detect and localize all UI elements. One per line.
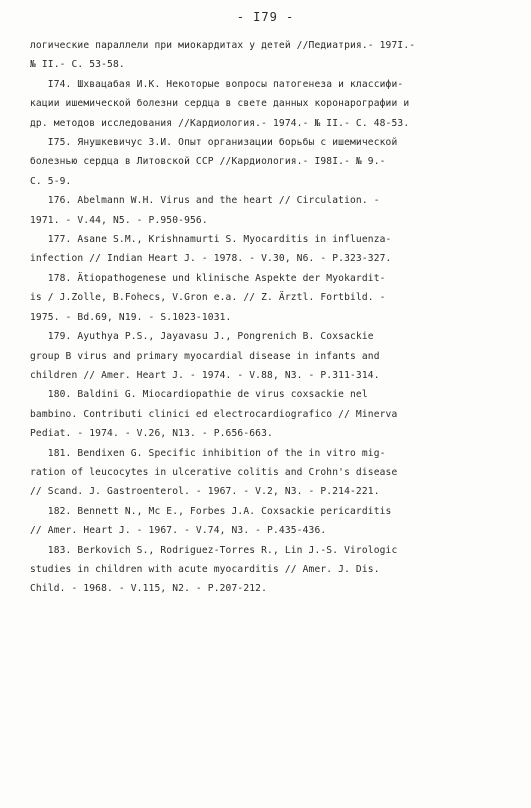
reference-line: логические параллели при миокардитах у детей //Педиатрия.- 197I.- bbox=[30, 40, 416, 51]
reference-list bbox=[30, 36, 508, 599]
reference-entry bbox=[30, 191, 508, 230]
reference-entry bbox=[30, 502, 508, 541]
reference-line: болезнью сердца в Литовской ССР //Кардиология.- I98I.- № 9.- bbox=[30, 156, 386, 168]
reference-line: studies in children with acute myocarditis // Amer. J. Dis. bbox=[30, 563, 380, 575]
reference-line: bambino. Contributi clinici ed electrocardiografico // Minerva bbox=[30, 408, 398, 420]
reference-entry bbox=[30, 133, 508, 191]
reference-line: № II.- С. 53-58. bbox=[30, 59, 125, 71]
reference-entry bbox=[30, 327, 508, 385]
reference-line: // Scand. J. Gastroenterol. - 1967. - V.2, N3. - P.214-221. bbox=[30, 486, 380, 498]
reference-line: is / J.Zolle, B.Fohecs, V.Gron e.a. // Z. Ärztl. Fortbild. - bbox=[30, 292, 386, 304]
reference-entry bbox=[30, 230, 508, 269]
reference-line: 177. Asane S.M., Krishnamurti S. Myocarditis in influenza- bbox=[30, 234, 392, 246]
reference-line: С. 5-9. bbox=[30, 175, 72, 187]
reference-line: infection // Indian Heart J. - 1978. - V.30, N6. - P.323-327. bbox=[30, 253, 392, 265]
reference-entry bbox=[30, 36, 508, 75]
reference-line: Pediat. - 1974. - V.26, N13. - P.656-663. bbox=[30, 428, 273, 440]
reference-line: 183. Berkovich S., Rodriguez-Torres R., Lin J.-S. Virologic bbox=[30, 544, 398, 556]
reference-line: 1971. - V.44, N5. - P.950-956. bbox=[30, 214, 208, 226]
reference-line: 179. Ayuthya P.S., Jayavasu J., Pongrenich B. Coxsackie bbox=[30, 331, 374, 343]
page-number: - I79 - bbox=[236, 10, 295, 24]
reference-entry bbox=[30, 444, 508, 502]
reference-entry bbox=[30, 75, 508, 133]
reference-line: group B virus and primary myocardial disease in infants and bbox=[30, 350, 380, 362]
reference-line: // Amer. Heart J. - 1967. - V.74, N3. - P.435-436. bbox=[30, 525, 327, 537]
reference-line: 181. Bendixen G. Specific inhibition of the in vitro mig- bbox=[30, 447, 386, 459]
reference-line: 1975. - Bd.69, N19. - S.1023-1031. bbox=[30, 311, 232, 323]
reference-line: кации ишемической болезни сердца в свете данных коронарографии и bbox=[30, 98, 410, 110]
reference-line: 180. Baldini G. Miocardiopathie de virus coxsackie nel bbox=[30, 389, 368, 401]
reference-line: I74. Шхвацабая И.К. Некоторые вопросы патогенеза и классифи- bbox=[30, 78, 404, 90]
reference-line: I75. Янушкевичус З.И. Опыт организации борьбы с ишемической bbox=[30, 137, 398, 149]
reference-line: др. методов исследования //Кардиология.- 1974.- № II.- С. 48-53. bbox=[30, 117, 410, 129]
reference-line: 176. Abelmann W.H. Virus and the heart // Circulation. - bbox=[30, 195, 380, 207]
reference-entry bbox=[30, 269, 508, 327]
reference-entry bbox=[30, 541, 508, 599]
reference-line: 178. Ätiopathogenese und klinische Aspekte der Myokardit- bbox=[30, 272, 386, 284]
reference-line: ration of leucocytes in ulcerative colitis and Crohn's disease bbox=[30, 466, 398, 478]
reference-entry bbox=[30, 385, 508, 443]
reference-line: children // Amer. Heart J. - 1974. - V.88, N3. - P.311-314. bbox=[30, 369, 380, 381]
reference-line: 182. Bennett N., Mc E., Forbes J.A. Coxsackie pericarditis bbox=[30, 505, 392, 517]
reference-line: Child. - 1968. - V.115, N2. - P.207-212. bbox=[30, 583, 268, 595]
